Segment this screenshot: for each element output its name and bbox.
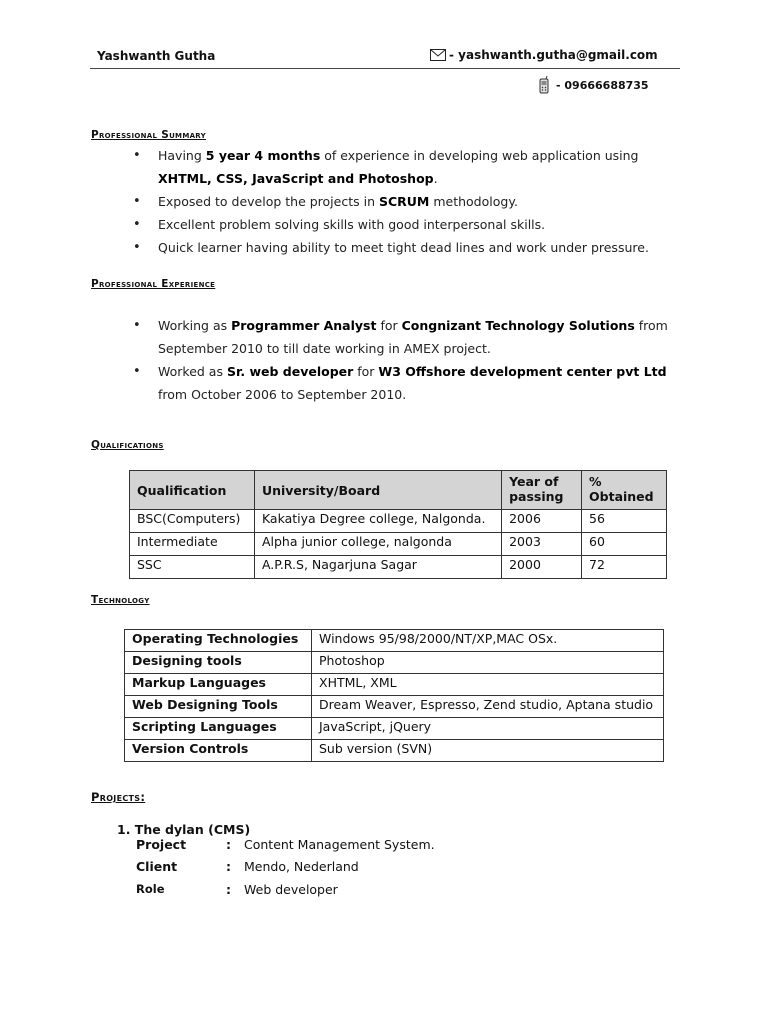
table-row (125, 740, 664, 762)
tech-key: Web Designing Tools (125, 696, 312, 718)
table-row (130, 533, 667, 556)
technology-table (124, 629, 664, 762)
project-field (136, 882, 338, 897)
project-field-label: Role (136, 882, 165, 896)
technology-title: Technology (91, 594, 150, 606)
summary-item: • Quick learner having ability to meet tight dead lines and work under pressure. (133, 236, 693, 259)
email-line (430, 48, 658, 62)
tech-value: XHTML, XML (312, 674, 664, 696)
table-cell: 60 (582, 533, 667, 556)
table-cell: 2006 (502, 510, 582, 533)
qualifications-table (129, 470, 667, 579)
table-row (125, 696, 664, 718)
envelope-icon (430, 49, 446, 61)
tech-value: Photoshop (312, 652, 664, 674)
experience-item: • Working as Programmer Analyst for Congnizant Technology Solutions from September 2010 to till date working in AMEX project. (133, 314, 678, 360)
table-row (130, 556, 667, 579)
project-field-value: Content Management System. (244, 837, 435, 852)
summary-title: Professional Summary (91, 129, 206, 141)
table-header-cell: % Obtained (582, 471, 667, 510)
project-field-value: Mendo, Nederland (244, 859, 359, 874)
summary-item: • Having 5 year 4 months of experience in developing web application using XHTML, CSS, JavaScript and Photoshop. (133, 144, 693, 190)
table-cell: 2000 (502, 556, 582, 579)
table-row (130, 510, 667, 533)
summary-item: • Exposed to develop the projects in SCRUM methodology. (133, 190, 693, 213)
tech-value: Windows 95/98/2000/NT/XP,MAC OSx. (312, 630, 664, 652)
table-row (125, 674, 664, 696)
tech-key: Scripting Languages (125, 718, 312, 740)
tech-key: Designing tools (125, 652, 312, 674)
table-row (125, 718, 664, 740)
table-cell: Kakatiya Degree college, Nalgonda. (254, 510, 501, 533)
qualifications-title: Qualifications (91, 439, 164, 451)
projects-title: Projects: (91, 790, 146, 804)
table-cell: SSC (130, 556, 255, 579)
table-header-cell: University/Board (254, 471, 501, 510)
table-row (125, 652, 664, 674)
tech-value: Sub version (SVN) (312, 740, 664, 762)
project-field (136, 859, 359, 874)
experience-title: Professional Experience (91, 278, 216, 290)
table-header-cell: Year of passing (502, 471, 582, 510)
phone-number: - 09666688735 (556, 78, 649, 92)
summary-list (133, 144, 693, 259)
table-cell: 2003 (502, 533, 582, 556)
table-cell: 72 (582, 556, 667, 579)
project-heading: 1. The dylan (CMS) (117, 822, 251, 837)
email-address: - yashwanth.gutha@gmail.com (449, 48, 658, 62)
table-cell: 56 (582, 510, 667, 533)
table-cell: A.P.R.S, Nagarjuna Sagar (254, 556, 501, 579)
tech-value: JavaScript, jQuery (312, 718, 664, 740)
table-cell: BSC(Computers) (130, 510, 255, 533)
phone-line (538, 76, 649, 94)
candidate-name: Yashwanth Gutha (97, 49, 216, 63)
mobile-phone-icon (538, 76, 550, 94)
summary-item: • Excellent problem solving skills with good interpersonal skills. (133, 213, 693, 236)
table-cell: Alpha junior college, nalgonda (254, 533, 501, 556)
tech-key: Version Controls (125, 740, 312, 762)
tech-value: Dream Weaver, Espresso, Zend studio, Aptana studio (312, 696, 664, 718)
project-field-value: Web developer (244, 882, 338, 897)
header-divider (90, 68, 680, 69)
project-field (136, 837, 435, 852)
table-header-row (130, 471, 667, 510)
experience-list (133, 314, 678, 406)
experience-item: • Worked as Sr. web developer for W3 Offshore development center pvt Ltd from October 2006 to September 2010. (133, 360, 678, 406)
project-field-label: Project (136, 837, 187, 852)
field-colon: : (226, 837, 231, 852)
tech-key: Operating Technologies (125, 630, 312, 652)
field-colon: : (226, 882, 231, 897)
field-colon: : (226, 859, 231, 874)
project-field-label: Client (136, 859, 178, 874)
tech-key: Markup Languages (125, 674, 312, 696)
table-cell: Intermediate (130, 533, 255, 556)
table-row (125, 630, 664, 652)
table-header-cell: Qualification (130, 471, 255, 510)
